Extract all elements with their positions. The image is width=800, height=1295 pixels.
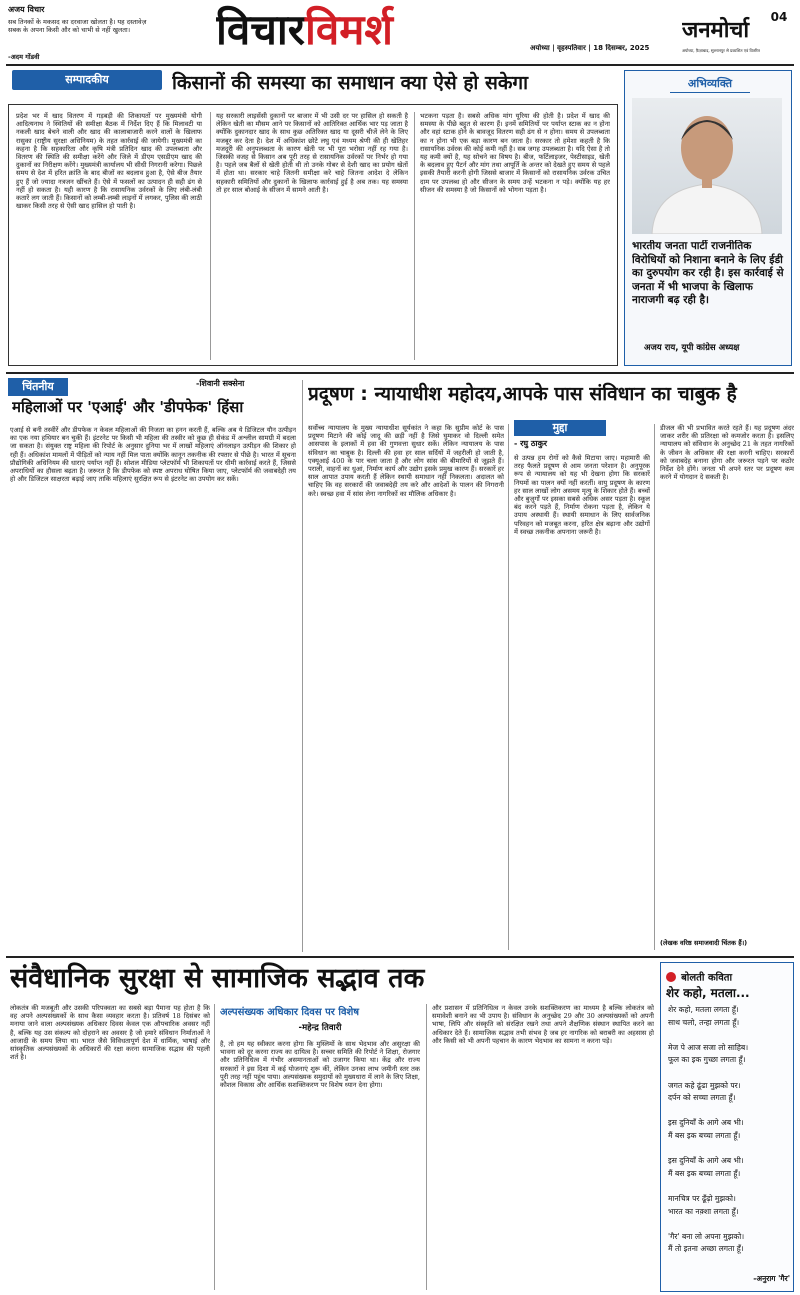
poem-line [668,1067,788,1080]
mudda-body: से उत्पन्न हम रोगों को कैसे मिटाया जाए। महामारी की तरह फैलते प्रदूषण से आम जनता परेशान है। अनुपूरक रूप से न्यायालय को यह भी देखना होगा कि सरकारें नियमों का पालन क्यों नहीं करतीं। वायु प्रदूषण के कारण हर साल लाखों लोग असमय मृत्यु के शिकार होते हैं। बच्चों और बुजुर्गों पर इसका सबसे अधिक असर पड़ता है। स्कूल बंद करने पड़ते हैं, निर्माण रोकना पड़ता है, लेकिन ये उपाय अस्थायी हैं। स्थायी समाधान के लिए सार्वजनिक परिवहन को मजबूत करना, हरित क्षेत्र बढ़ाना और उद्योगों में स्वच्छ तकनीक अपनाना जरूरी है। [514,454,650,536]
chintaniya-body: एआई से बनी तस्वीरें और डीपफेक न केवल महिलाओं की निजता का हनन करती हैं, बल्कि अब ये डिजिटल यौन उत्पीड़न का एक नया हथियार बन चुकी हैं। इंटरनेट पर किसी भी महिला की तस्वीर को कुछ ही सेकंड में अश्लील सामग्री में बदला जा सकता है। संयुक्त राष्ट्र महिला की रिपोर्ट के अनुसार दुनिया भर में लाखों महिलाएं ऑनलाइन उत्पीड़न की शिकार हो रही हैं। अधिकांश मामलों में पीड़ितों को न्याय नहीं मिल पाता क्योंकि कानून तकनीक की रफ्तार से पीछे है। भारत में सूचना प्रौद्योगिकी अधिनियम की धाराएं पर्याप्त नहीं हैं। सोशल मीडिया प्लेटफॉर्म भी शिकायतों पर धीमी कार्रवाई करते हैं, जिससे अपराधियों का हौसला बढ़ता है। जरूरत है कि डीपफेक को स्पष्ट अपराध घोषित किया जाए, प्लेटफॉर्म की जवाबदेही तय हो और डिजिटल साक्षरता बढ़ाई जाए ताकि महिलाएं सुरक्षित रूप से इंटरनेट का उपयोग कर सकें। [10,426,296,484]
poem-icon [666,972,676,982]
page-number: 04 [770,10,788,24]
column-divider [214,1004,215,1290]
mudda-byline: - रघु ठाकुर [514,439,548,448]
chintaniya-byline: -शिवानी सक्सेना [196,379,245,388]
poem-line: जगत कहे ढूंढा मुझको पर। [668,1080,741,1090]
poem-lines [668,1004,788,1272]
speaker-photo [632,98,782,234]
poem-line: इस दुनियाँ के आगे अब भी। [668,1118,744,1128]
poem-line: 'गैर' बना लो अपना मुझको। [668,1231,745,1241]
poem-line [668,1218,788,1231]
pollution-right-col: डीजल की भी प्रभावित करते रहते हैं। यह प्रदूषण अंदर जाकर शरीर की प्रतिरक्षा को कमजोर करता है। इसलिए न्यायालय को संविधान के अनुच्छेद 21 के तहत नागरिकों के जीवन के अधिकार की रक्षा करनी चाहिए। सरकारों को जवाबदेह बनाना होगा और जरूरत पड़ने पर कठोर निर्देश देने होंगे। जनता भी अपने स्तर पर प्रदूषण कम करने में योगदान दे सकती है। [660,424,794,482]
poem-line [668,1180,788,1193]
pollution-footer-note: (लेखक वरिष्ठ समाजवादी चिंतक हैं।) [660,939,748,947]
poem-line: मानचित्र पर ढूँढ़ो मुझको। [668,1193,736,1203]
poem-tag-wrap [666,966,786,982]
poem-line: मैं बस इक बच्चा लगता हूँ। [668,1130,741,1140]
poem-line: दर्पन को सच्चा लगता हूँ। [668,1093,736,1103]
pollution-headline: प्रदूषण : न्यायाधीश महोदय,आपके पास संविधान का चाबुक है [308,383,737,405]
poem-line [668,1143,788,1156]
pollution-body: सर्वोच्च न्यायालय के मुख्य न्यायाधीश सूर्यकांत ने कहा कि सुप्रीम कोर्ट के पास प्रदूषण मिटाने की कोई जादू की छड़ी नहीं है जिसे घुमाकर वो दिल्ली समेत आसपास के इलाकों में हवा की गुणवत्ता सुधार सकें। लेकिन न्यायालय के पास संविधान का चाबुक है। दिल्ली की हवा हर साल सर्दियों में जहरीली हो जाती है, एक्यूआई 400 के पार चला जाता है और लोग सांस की बीमारियों से जूझते हैं। पराली, वाहनों का धुआं, निर्माण कार्य और उद्योग इसके प्रमुख कारण हैं। सरकारें हर साल आपात उपाय करती हैं लेकिन स्थायी समाधान नहीं निकलता। अदालत को चाहिए कि वह सरकारों की जवाबदेही तय करे और आदेशों के पालन की निगरानी करे। स्वच्छ हवा में सांस लेना नागरिकों का मौलिक अधिकार है। [308,424,504,498]
poem-line: भारत का नक़्शा लगता हूँ। [668,1206,739,1216]
poem-line: फूल का इक गुच्छा लगता हूँ। [668,1055,746,1065]
poem-line: मेज पे आज सजा लो साहिब। [668,1042,749,1052]
editorial-divider [414,112,415,360]
editorial-section-tag: सम्पादकीय [12,70,162,90]
editorial-col-1: प्रदेश भर में खाद वितरण में गड़बड़ी की शिकायतों पर मुख्यमंत्री योगी आदित्यनाथ ने स्थितियों की समीक्षा बैठक में निर्देश दिए हैं कि मिलावटी या नकली खाद बेचने वाली और खाद की कालाबाजारी करने वालों के खिलाफ रासुका (राष्ट्रीय सुरक्षा अधिनियम) के तहत कार्रवाई की जायेगी। मुख्यमंत्री का कहना है कि सहकारिता और कृषि मंत्री प्रतिदिन खाद की उपलब्धता और वितरण की स्थिति की समीक्षा करेंगे और जिले में डीएम एसडीएम खाद की दुकानों का निरीक्षण करेंगे। मुख्यमंत्री कार्यालय भी सीधी निगरानी करेगा। पिछले समय से देश में हरित क्रांति के बाद बीजों का बदलाव हुआ है, ऐसे बीज तैयार हुए हैं जो ज्यादा नत्रजन खींचते हैं। ऐसे में फसलों का उत्पादन ही सही ढंग से नहीं हो सकता है। यही कारण है कि रासायनिक उर्वरकों के लिए लंबी-लंबी कतारें लग जाती हैं। किसानों को लम्बी-लम्बी लाइनों में लगकर, पुलिस की लाठी खाकर किसी तरह से ऐसी खाद हासिल हो पाती है। [16,112,202,211]
column-divider [654,424,655,950]
minority-headline: संवैधानिक सुरक्षा से सामाजिक सद्भाव तक [10,963,425,994]
masthead-title-part2: विमर्श [304,5,393,54]
editorial-col-2: यह सरकारी लाइसेंसी दुकानों पर बाजार में भी उसी दर पर हासिल हो सकती है लेकिन खेती का मौसम आने पर किसानों को आतिरिक्त आर्थिक भार पड़ जाता है क्योंकि दुकानदार खाद के साथ कुछ अतिरिक्त खाद या दूसरी चीजें लेने के लिए मजबूर कर देता है। देश में अधिकांश छोटे लघु एवं मध्यम श्रेणी की ही खेतिहर मजदूरी की अनुपलब्धता के कारण खेती पर भी पूरा भरोसा नहीं रह गया है। जिसकी वजह से किसान अब पूरी तरह से रासायनिक उर्वरकों पर निर्भर हो गया है। पहले जब बैलों से खेती होती थी तो उनके गोबर से देशी खाद का प्रयोग खेतों में होता था। सरकार चाहे जितनी समीक्षा करे चाहे जितना आदेश दे लेकिन सहकारी समितियों और दुकानों के खिलाफ कार्रवाई हुई है अब तक। यह समस्या तो हर साल बोआई के सीजन में सामने आती है। [216,112,408,194]
minority-body-2: और प्रशासन में प्रतिनिधित्व न केवल उनके सशक्तिकरण का माध्यम है बल्कि लोकतंत्र को समावेशी बनाने का भी उपाय है। संविधान के अनुच्छेद 29 और 30 अल्पसंख्यकों को अपनी भाषा, लिपि और संस्कृति को संरक्षित रखने तथा अपने शैक्षणिक संस्थान स्थापित करने का अधिकार देते हैं। सामाजिक सद्भाव तभी संभव है जब हर नागरिक को बराबरी का अहसास हो और किसी को भी अपनी पहचान के कारण भेदभाव का सामना न करना पड़े। [432,1004,654,1045]
poem-line: मैं बस इक बच्चा लगता हूँ। [668,1168,741,1178]
poem-line [668,1029,788,1042]
chintaniya-section-tag: चिंतनीय [8,378,68,396]
column-divider [508,424,509,950]
editorial-divider [210,112,211,360]
opinion-quote: भारतीय जनता पार्टी राजनीतिक विरोधियों को निशाना बनाने के लिए ईडी का दुरुपयोग कर रही है। इस कार्रवाई से जनता में भी भाजपा के खिलाफ नाराजगी बढ़ रही है। [632,240,784,306]
opinion-attribution: अजय राय, यूपी कांग्रेस अध्यक्ष [644,343,740,353]
masthead-brand: जनमोर्चा [682,18,750,43]
masthead-brand-tagline: अयोध्या, फ़ैज़ाबाद, सुल्तानपुर से प्रकाशित एवं वितरित [682,48,760,53]
minority-sub-byline: -महेन्द्र तिवारी [298,1023,342,1033]
poem-line: शेर कहो, मतला लगता हूँ। [668,1005,739,1014]
poem-line [668,1105,788,1118]
poem-title: शेर कहो, मतला... [666,986,750,1000]
poem-poet: -अनुराग 'गैर' [753,1274,790,1283]
masthead-dateline: अयोध्या | वृहस्पतिवार | 18 दिसम्बर, 2025 [530,44,650,52]
mudda-tag: मुद्दा [514,420,606,436]
poem-tag: बोलती कविता [681,972,733,982]
masthead-title [216,2,516,62]
poem-line: साथ चलो, तन्हा लगता हूँ। [668,1017,740,1027]
section-rule [6,372,794,374]
minority-body-1: है, तो हम यह स्वीकार करना होगा कि मुस्लिमों के साथ भेदभाव और असुरक्षा की भावना को दूर करना राज्य का दायित्व है। सच्चर समिति की रिपोर्ट ने शिक्षा, रोजगार और प्रतिनिधित्व में गंभीर असमानताओं को उजागर किया था। केंद्र और राज्य सरकारों ने इस दिशा में कई योजनाएं शुरू कीं, लेकिन उनका लाभ जमीनी स्तर तक पूरी तरह नहीं पहुंच पाया। अल्पसंख्यक समुदायों को मुख्यधारा में लाने के लिए शिक्षा, कौशल विकास और आर्थिक सशक्तिकरण पर विशेष ध्यान देना होगा। [220,1040,420,1090]
minority-intro: लोकतंत्र की मजबूती और उसकी परिपक्वता का सबसे बड़ा पैमाना यह होता है कि वह अपने अल्पसंख्यकों के साथ कैसा व्यवहार करता है। प्रतिवर्ष 18 दिसंबर को मनाया जाने वाला अल्पसंख्यक अधिकार दिवस केवल एक औपचारिक अवसर नहीं है, बल्कि यह उस संकल्प को दोहराने का अवसर है जो हमारे संविधान निर्माताओं ने आजादी के समय लिया था। भारत जैसे विविधतापूर्ण देश में धार्मिक, भाषाई और सांस्कृतिक अल्पसंख्यकों के अधिकारों की रक्षा करना सामाजिक सद्भाव की पहली शर्त है। [10,1004,210,1062]
editorial-col-3: भटकना पड़ता है। सबसे अधिक मांग यूरिया की होती है। प्रदेश में खाद की समस्या के पीछे बहुत से कारण हैं। इनमें समितियों पर पर्याप्त स्टाक का न होना और वहां स्टाक होने के बावजूद वितरण सही ढंग से न होना। समय से उपलब्धता का न होना भी एक बड़ा कारण बन जाता है। सरकार तो हमेशा कहती है कि रासायनिक उर्वरक की कोई कमी नहीं है। सब जगह उपलब्धता है। यदि ऐसा है तो यह कमी क्यों है, यह सोचने का विषय है। बीज, फर्टिलाइजर, पेस्टीसाइड, खेती के बदलाव हुए पैटर्न और मांग तथा आपूर्ति के अन्तर को देखते हुए समय से पहले इसकी तैयारी करनी होगी जिससे बाजार में किसानों को रासायनिक उर्वरक उचित दाम पर उपलब्ध हो और सीजन के समय उन्हें भटकना न पड़े। क्योंकि यह हर सीजन की समस्या है जो किसानों को भोगना पड़ता है। [420,112,610,194]
opinion-section-tag: अभिव्यक्ति [670,76,750,93]
editorial-headline: किसानों की समस्या का समाधान क्या ऐसे हो सकेगा [172,72,529,94]
column-divider [426,1004,427,1290]
masthead-rule [6,64,794,66]
section-rule [6,956,794,958]
column-divider [302,380,303,952]
masthead-left-label: अजय विचार [8,5,45,14]
person-silhouette-icon [632,98,782,234]
masthead-title-part1: विचार [216,5,305,54]
masthead [0,0,800,64]
masthead-left-quote-author: -अदम गोंडवी [8,53,40,61]
poem-line: इस दुनियाँ के आगे अब भी। [668,1156,744,1166]
masthead-left-quote: सब तिनकों के मकसद का दरवाजा खोलता है। यह दस्तावेज़ सबक के अपना किसी और को चाभी से नहीं खुलता। [8,18,147,34]
poem-line: मैं तो इतना अच्छा लगता हूँ। [668,1244,744,1254]
minority-sub-tag: अल्पसंख्यक अधिकार दिवस पर विशेष [220,1007,360,1018]
chintaniya-headline: महिलाओं पर 'एआई' और 'डीपफेक' हिंसा [12,398,244,416]
